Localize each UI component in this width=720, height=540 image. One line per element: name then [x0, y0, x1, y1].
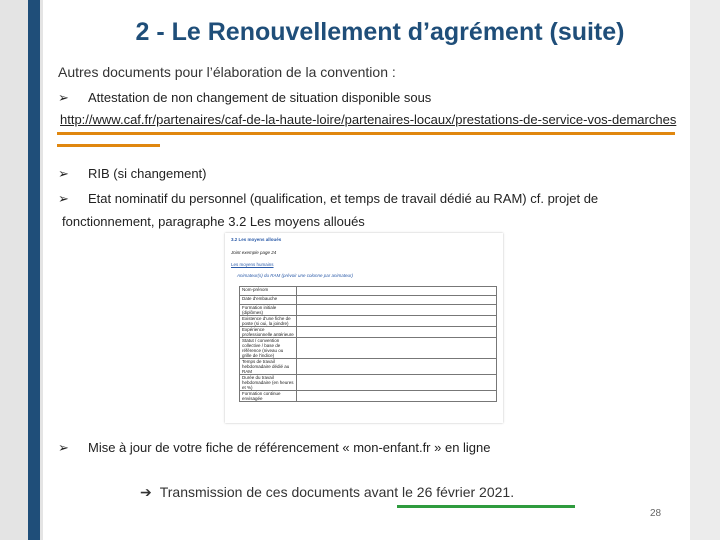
row-label: Expérience professionnelle antérieure [240, 327, 297, 338]
transmission-line [140, 484, 514, 501]
row-label: Existence d'une fiche de poste (si oui, la joindre) [240, 316, 297, 327]
table-row [240, 316, 497, 327]
bullet-mon-enfant: Mise à jour de votre fiche de référencement « mon-enfant.fr » en ligne [88, 440, 491, 455]
bullet-arrow-icon: ➢ [58, 90, 69, 105]
transmission-text: Transmission de ces documents [159, 484, 364, 500]
bullet-arrow-icon: ➢ [58, 166, 69, 181]
right-arrow-icon: ➔ [140, 484, 152, 500]
caf-link[interactable]: http://www.caf.fr/partenaires/caf-de-la-haute-loire/partenaires-locaux/prestations-de-service-vos-demarches [60, 112, 677, 127]
row-label: Nom-prénom [240, 287, 297, 296]
deadline-text: avant le 26 février 2021 [363, 484, 511, 500]
row-label: Statut / convention collective / base de référence (niveau ou grille de l'indice) [240, 338, 297, 359]
table-row [240, 327, 497, 338]
row-label: Formation continue envisagée [240, 391, 297, 402]
row-label: Durée du travail hebdomadaire (en heures et %) [240, 375, 297, 391]
doc-heading: 3.2 Les moyens alloués [231, 237, 282, 242]
table-row [240, 296, 497, 305]
deadline-underline [397, 505, 575, 508]
slide-title: 2 - Le Renouvellement d’agrément (suite) [135, 18, 625, 46]
row-label: Temps de travail hebdomadaire dédié au RAM [240, 359, 297, 375]
doc-note: Animateur(s) du RAM (prévoir une colonne par animateur) [237, 273, 354, 278]
intro-text: Autres documents pour l’élaboration de la convention : [58, 64, 396, 80]
left-accent-bar [28, 0, 40, 540]
table-row [240, 359, 497, 375]
embedded-document-image [225, 233, 503, 423]
link-underline-1 [57, 132, 675, 135]
table-row [240, 338, 497, 359]
table-row [240, 375, 497, 391]
right-margin-band [690, 0, 720, 540]
link-underline-2 [57, 144, 160, 147]
row-label: Date d'embauche [240, 296, 297, 305]
bullet-attestation: Attestation de non changement de situation disponible sous [88, 90, 432, 105]
transmission-end: . [510, 484, 515, 500]
table-row [240, 287, 497, 296]
table-row [240, 391, 497, 402]
page-number: 28 [650, 508, 662, 519]
doc-section: Les moyens humains [231, 262, 274, 267]
bullet-arrow-icon: ➢ [58, 440, 69, 455]
row-label: Formation initiale (diplômes) [240, 305, 297, 316]
doc-table [239, 286, 497, 402]
bullet-arrow-icon: ➢ [58, 191, 69, 206]
bullet-continuation: fonctionnement, paragraphe 3.2 Les moyens alloués [62, 214, 365, 229]
doc-subheading: Joint exemple page 24 [231, 250, 277, 255]
bullet-etat-nominatif: Etat nominatif du personnel (qualification, et temps de travail dédié au RAM) cf. projet de [88, 191, 599, 206]
table-row [240, 305, 497, 316]
bullet-rib: RIB (si changement) [88, 166, 207, 181]
